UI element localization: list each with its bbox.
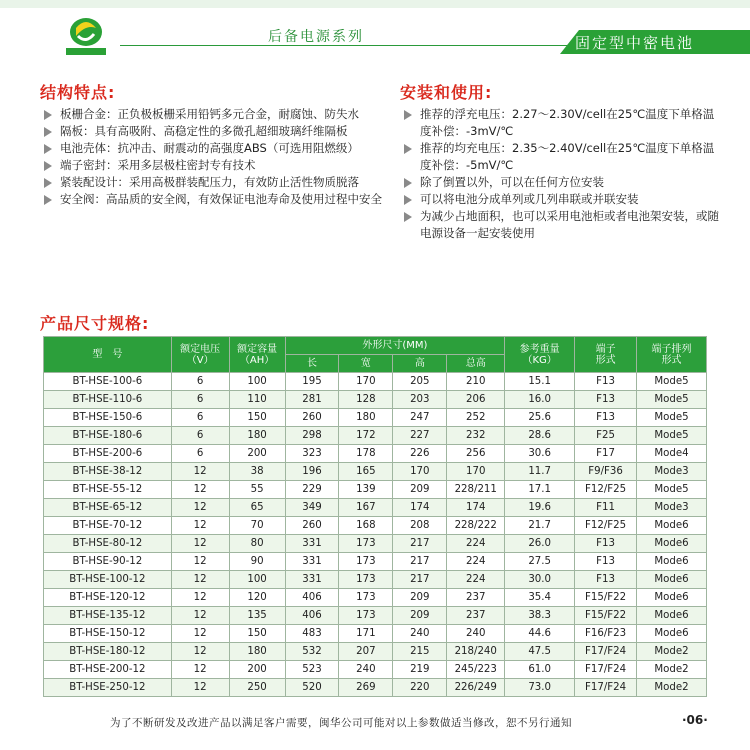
cell-total-height: 224 <box>447 553 505 571</box>
cell-layout: Mode5 <box>637 409 707 427</box>
cell-voltage: 6 <box>171 445 229 463</box>
bullet-arrow-icon <box>44 161 52 171</box>
cell-height: 220 <box>393 679 447 697</box>
footer-note: 为了不断研发及改进产品以满足客户需要，闽华公司可能对以上参数做适当修改，恕不另行通知 <box>110 717 572 729</box>
cell-length: 406 <box>285 607 339 625</box>
cell-height: 219 <box>393 661 447 679</box>
cell-terminal: F12/F25 <box>575 481 637 499</box>
cell-layout: Mode5 <box>637 481 707 499</box>
cell-weight: 73.0 <box>505 679 575 697</box>
cell-height: 217 <box>393 571 447 589</box>
cell-capacity: 38 <box>229 463 285 481</box>
spec-table <box>43 336 707 697</box>
cell-length: 281 <box>285 391 339 409</box>
cell-layout: Mode6 <box>637 553 707 571</box>
cell-model: BT-HSE-38-12 <box>44 463 172 481</box>
cell-model: BT-HSE-200-6 <box>44 445 172 463</box>
cell-length: 331 <box>285 571 339 589</box>
cell-terminal: F13 <box>575 373 637 391</box>
cell-weight: 16.0 <box>505 391 575 409</box>
cell-model: BT-HSE-100-12 <box>44 571 172 589</box>
list-item <box>42 174 387 191</box>
cell-length: 323 <box>285 445 339 463</box>
cell-weight: 15.1 <box>505 373 575 391</box>
list-item <box>402 174 722 191</box>
cell-length: 260 <box>285 409 339 427</box>
cell-width: 173 <box>339 589 393 607</box>
table-row <box>44 373 707 391</box>
cell-total-height: 256 <box>447 445 505 463</box>
cell-voltage: 12 <box>171 661 229 679</box>
cell-total-height: 226/249 <box>447 679 505 697</box>
cell-capacity: 80 <box>229 535 285 553</box>
cell-terminal: F9/F36 <box>575 463 637 481</box>
header-voltage: 额定电压 （V） <box>171 337 229 373</box>
cell-terminal: F11 <box>575 499 637 517</box>
cell-total-height: 206 <box>447 391 505 409</box>
install-text: 除了倒置以外，可以在任何方位安装 <box>420 175 604 189</box>
bullet-arrow-icon <box>44 178 52 188</box>
cell-total-height: 232 <box>447 427 505 445</box>
table-row <box>44 571 707 589</box>
cell-height: 174 <box>393 499 447 517</box>
cell-voltage: 12 <box>171 607 229 625</box>
cell-width: 240 <box>339 661 393 679</box>
cell-terminal: F13 <box>575 409 637 427</box>
cell-total-height: 170 <box>447 463 505 481</box>
cell-terminal: F13 <box>575 535 637 553</box>
cell-capacity: 90 <box>229 553 285 571</box>
cell-model: BT-HSE-180-6 <box>44 427 172 445</box>
cell-weight: 19.6 <box>505 499 575 517</box>
header-model: 型 号 <box>44 337 172 373</box>
cell-height: 209 <box>393 481 447 499</box>
header-layout: 端子排列 形式 <box>637 337 707 373</box>
cell-voltage: 6 <box>171 373 229 391</box>
cell-terminal: F17/F24 <box>575 661 637 679</box>
table-row <box>44 679 707 697</box>
header-terminal: 端子 形式 <box>575 337 637 373</box>
cell-total-height: 224 <box>447 535 505 553</box>
cell-width: 269 <box>339 679 393 697</box>
cell-model: BT-HSE-90-12 <box>44 553 172 571</box>
cell-model: BT-HSE-180-12 <box>44 643 172 661</box>
install-text: 为减少占地面积，也可以采用电池柜或者电池架安装，或随电源设备一起安装使用 <box>420 209 719 240</box>
cell-capacity: 65 <box>229 499 285 517</box>
cell-height: 227 <box>393 427 447 445</box>
cell-total-height: 224 <box>447 571 505 589</box>
cell-model: BT-HSE-80-12 <box>44 535 172 553</box>
cell-voltage: 12 <box>171 571 229 589</box>
cell-length: 331 <box>285 553 339 571</box>
cell-height: 226 <box>393 445 447 463</box>
cell-model: BT-HSE-55-12 <box>44 481 172 499</box>
table-row <box>44 607 707 625</box>
feature-text: 隔板：具有高吸附、高稳定性的多微孔超细玻璃纤维隔板 <box>60 124 348 138</box>
feature-text: 电池壳体：抗冲击、耐震动的高强度ABS（可选用阻燃级） <box>60 141 359 155</box>
bullet-arrow-icon <box>44 110 52 120</box>
cell-length: 406 <box>285 589 339 607</box>
cell-total-height: 240 <box>447 625 505 643</box>
list-item <box>42 191 387 208</box>
company-logo <box>52 14 120 58</box>
cell-length: 523 <box>285 661 339 679</box>
cell-model: BT-HSE-135-12 <box>44 607 172 625</box>
cell-width: 180 <box>339 409 393 427</box>
cell-length: 483 <box>285 625 339 643</box>
cell-total-height: 237 <box>447 607 505 625</box>
cell-terminal: F16/F23 <box>575 625 637 643</box>
bullet-arrow-icon <box>404 110 412 120</box>
cell-terminal: F12/F25 <box>575 517 637 535</box>
cell-capacity: 100 <box>229 373 285 391</box>
cell-voltage: 12 <box>171 679 229 697</box>
cell-terminal: F13 <box>575 391 637 409</box>
cell-total-height: 245/223 <box>447 661 505 679</box>
cell-terminal: F25 <box>575 427 637 445</box>
bullet-arrow-icon <box>404 212 412 222</box>
installation-heading: 安装和使用: <box>400 83 493 102</box>
cell-weight: 21.7 <box>505 517 575 535</box>
cell-weight: 25.6 <box>505 409 575 427</box>
table-row <box>44 553 707 571</box>
cell-total-height: 218/240 <box>447 643 505 661</box>
header-dimensions: 外形尺寸(MM) <box>285 337 505 355</box>
cell-layout: Mode5 <box>637 373 707 391</box>
cell-weight: 17.1 <box>505 481 575 499</box>
specs-heading: 产品尺寸规格: <box>40 314 150 333</box>
cell-height: 240 <box>393 625 447 643</box>
cell-height: 170 <box>393 463 447 481</box>
header-length: 长 <box>285 355 339 373</box>
cell-layout: Mode3 <box>637 463 707 481</box>
cell-length: 229 <box>285 481 339 499</box>
cell-layout: Mode2 <box>637 661 707 679</box>
spec-table-body <box>44 373 707 697</box>
cell-length: 196 <box>285 463 339 481</box>
feature-text: 安全阀：高品质的安全阀，有效保证电池寿命及使用过程中安全 <box>60 192 382 206</box>
cell-model: BT-HSE-65-12 <box>44 499 172 517</box>
cell-width: 168 <box>339 517 393 535</box>
cell-layout: Mode6 <box>637 625 707 643</box>
cell-layout: Mode5 <box>637 427 707 445</box>
cell-total-height: 174 <box>447 499 505 517</box>
cell-voltage: 12 <box>171 553 229 571</box>
cell-layout: Mode6 <box>637 571 707 589</box>
cell-voltage: 12 <box>171 625 229 643</box>
series-title: 后备电源系列 <box>268 29 364 45</box>
table-row <box>44 535 707 553</box>
table-row <box>44 499 707 517</box>
cell-model: BT-HSE-150-6 <box>44 409 172 427</box>
cell-height: 217 <box>393 553 447 571</box>
list-item <box>402 191 722 208</box>
cell-length: 532 <box>285 643 339 661</box>
cell-voltage: 6 <box>171 409 229 427</box>
bullet-arrow-icon <box>404 178 412 188</box>
cell-terminal: F17/F24 <box>575 679 637 697</box>
top-strip <box>0 0 750 8</box>
table-row <box>44 643 707 661</box>
cell-width: 165 <box>339 463 393 481</box>
cell-height: 217 <box>393 535 447 553</box>
cell-capacity: 70 <box>229 517 285 535</box>
table-row <box>44 625 707 643</box>
cell-layout: Mode3 <box>637 499 707 517</box>
header-total-height: 总高 <box>447 355 505 373</box>
cell-model: BT-HSE-100-6 <box>44 373 172 391</box>
cell-layout: Mode6 <box>637 517 707 535</box>
table-row <box>44 427 707 445</box>
header-height: 高 <box>393 355 447 373</box>
cell-length: 331 <box>285 535 339 553</box>
install-text: 推荐的均充电压：2.35～2.40V/cell在25℃温度下单格温度补偿：-5mV/℃ <box>420 141 715 172</box>
cell-weight: 30.0 <box>505 571 575 589</box>
cell-voltage: 12 <box>171 463 229 481</box>
cell-terminal: F13 <box>575 553 637 571</box>
cell-length: 298 <box>285 427 339 445</box>
cell-model: BT-HSE-70-12 <box>44 517 172 535</box>
page-number: ·06· <box>682 713 708 727</box>
cell-capacity: 120 <box>229 589 285 607</box>
bullet-arrow-icon <box>404 144 412 154</box>
cell-weight: 47.5 <box>505 643 575 661</box>
cell-voltage: 12 <box>171 535 229 553</box>
features-list <box>42 106 387 208</box>
cell-weight: 26.0 <box>505 535 575 553</box>
cell-terminal: F15/F22 <box>575 607 637 625</box>
cell-total-height: 252 <box>447 409 505 427</box>
list-item <box>402 106 722 140</box>
cell-capacity: 250 <box>229 679 285 697</box>
table-row <box>44 391 707 409</box>
cell-voltage: 12 <box>171 643 229 661</box>
cell-total-height: 228/222 <box>447 517 505 535</box>
cell-model: BT-HSE-120-12 <box>44 589 172 607</box>
cell-height: 209 <box>393 607 447 625</box>
cell-width: 128 <box>339 391 393 409</box>
cell-height: 208 <box>393 517 447 535</box>
feature-text: 紧装配设计：采用高极群装配压力，有效防止活性物质脱落 <box>60 175 359 189</box>
cell-total-height: 228/211 <box>447 481 505 499</box>
cell-layout: Mode4 <box>637 445 707 463</box>
cell-length: 349 <box>285 499 339 517</box>
cell-length: 195 <box>285 373 339 391</box>
cell-width: 207 <box>339 643 393 661</box>
cell-height: 215 <box>393 643 447 661</box>
cell-width: 139 <box>339 481 393 499</box>
feature-text: 板栅合金：正负极板栅采用铅钙多元合金，耐腐蚀、防失水 <box>60 107 359 121</box>
cell-capacity: 150 <box>229 409 285 427</box>
cell-height: 203 <box>393 391 447 409</box>
cell-capacity: 110 <box>229 391 285 409</box>
cell-model: BT-HSE-110-6 <box>44 391 172 409</box>
table-row <box>44 463 707 481</box>
cell-capacity: 150 <box>229 625 285 643</box>
cell-layout: Mode6 <box>637 535 707 553</box>
feature-text: 端子密封：采用多层极柱密封专有技术 <box>60 158 256 172</box>
cell-capacity: 135 <box>229 607 285 625</box>
list-item <box>402 140 722 174</box>
cell-capacity: 180 <box>229 643 285 661</box>
cell-model: BT-HSE-200-12 <box>44 661 172 679</box>
cell-layout: Mode5 <box>637 391 707 409</box>
cell-model: BT-HSE-250-12 <box>44 679 172 697</box>
cell-height: 247 <box>393 409 447 427</box>
cell-terminal: F17 <box>575 445 637 463</box>
header-width: 宽 <box>339 355 393 373</box>
table-row <box>44 481 707 499</box>
category-banner-text: 固定型中密电池 <box>575 34 695 52</box>
table-row <box>44 445 707 463</box>
cell-weight: 35.4 <box>505 589 575 607</box>
cell-layout: Mode2 <box>637 679 707 697</box>
table-row <box>44 409 707 427</box>
header-weight: 参考重量 （KG） <box>505 337 575 373</box>
list-item <box>42 123 387 140</box>
cell-weight: 11.7 <box>505 463 575 481</box>
list-item <box>402 208 722 242</box>
cell-width: 178 <box>339 445 393 463</box>
cell-width: 173 <box>339 553 393 571</box>
cell-weight: 27.5 <box>505 553 575 571</box>
cell-layout: Mode2 <box>637 643 707 661</box>
bullet-arrow-icon <box>44 127 52 137</box>
cell-length: 260 <box>285 517 339 535</box>
list-item <box>42 106 387 123</box>
bullet-arrow-icon <box>404 195 412 205</box>
install-text: 可以将电池分成单列或几列串联或并联安装 <box>420 192 639 206</box>
cell-capacity: 180 <box>229 427 285 445</box>
list-item <box>42 157 387 174</box>
cell-voltage: 6 <box>171 427 229 445</box>
bullet-arrow-icon <box>44 195 52 205</box>
cell-weight: 44.6 <box>505 625 575 643</box>
cell-layout: Mode6 <box>637 589 707 607</box>
table-row <box>44 517 707 535</box>
cell-voltage: 12 <box>171 499 229 517</box>
cell-weight: 30.6 <box>505 445 575 463</box>
cell-voltage: 6 <box>171 391 229 409</box>
cell-width: 167 <box>339 499 393 517</box>
table-row <box>44 589 707 607</box>
cell-terminal: F13 <box>575 571 637 589</box>
cell-width: 172 <box>339 427 393 445</box>
cell-voltage: 12 <box>171 589 229 607</box>
table-row <box>44 661 707 679</box>
cell-capacity: 100 <box>229 571 285 589</box>
cell-total-height: 237 <box>447 589 505 607</box>
cell-voltage: 12 <box>171 517 229 535</box>
cell-width: 173 <box>339 535 393 553</box>
features-heading: 结构特点: <box>40 83 116 102</box>
installation-list <box>402 106 722 242</box>
cell-width: 173 <box>339 571 393 589</box>
cell-weight: 61.0 <box>505 661 575 679</box>
cell-capacity: 200 <box>229 445 285 463</box>
cell-width: 171 <box>339 625 393 643</box>
cell-total-height: 210 <box>447 373 505 391</box>
cell-width: 170 <box>339 373 393 391</box>
cell-capacity: 200 <box>229 661 285 679</box>
header-capacity: 额定容量 （AH） <box>229 337 285 373</box>
cell-weight: 38.3 <box>505 607 575 625</box>
cell-height: 209 <box>393 589 447 607</box>
cell-height: 205 <box>393 373 447 391</box>
list-item <box>42 140 387 157</box>
cell-weight: 28.6 <box>505 427 575 445</box>
cell-terminal: F17/F24 <box>575 643 637 661</box>
cell-model: BT-HSE-150-12 <box>44 625 172 643</box>
cell-length: 520 <box>285 679 339 697</box>
cell-voltage: 12 <box>171 481 229 499</box>
cell-capacity: 55 <box>229 481 285 499</box>
cell-width: 173 <box>339 607 393 625</box>
bullet-arrow-icon <box>44 144 52 154</box>
install-text: 推荐的浮充电压：2.27～2.30V/cell在25℃温度下单格温度补偿：-3mV/℃ <box>420 107 715 138</box>
cell-terminal: F15/F22 <box>575 589 637 607</box>
cell-layout: Mode6 <box>637 607 707 625</box>
